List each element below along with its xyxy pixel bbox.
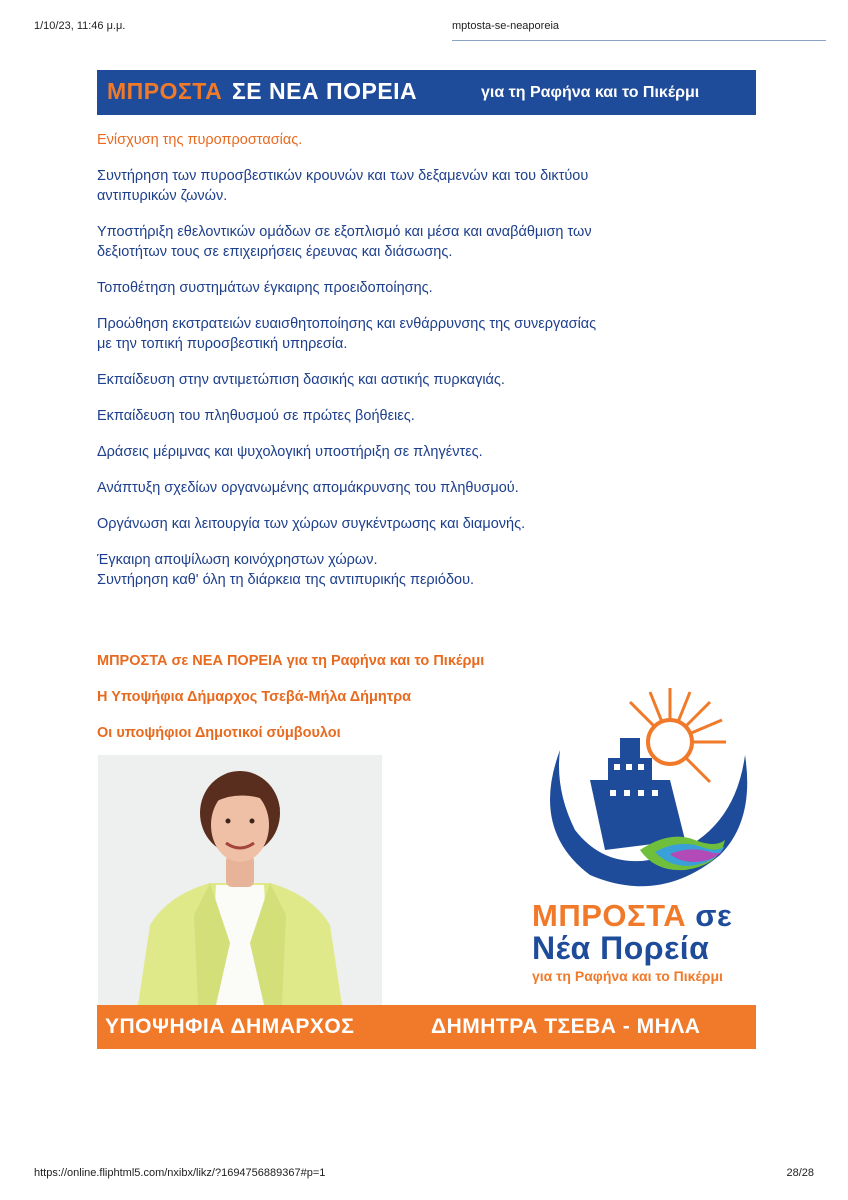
list-item-line: Εκπαίδευση στην αντιμετώπιση δασικής και αστικής πυρκαγιάς. — [97, 372, 505, 388]
print-footer — [34, 1167, 814, 1183]
list-item-line: Συντήρηση καθ' όλη τη διάρκεια της αντιπυρικής περιόδου. — [97, 572, 475, 588]
candidate-photo — [98, 755, 382, 1005]
list-item-line: δεξιοτήτων τους σε επιχειρήσεις έρευνας και διάσωσης. — [97, 244, 453, 260]
logo-text-line-2: Νέα Πορεία — [532, 930, 710, 966]
list-item-line: αντιπυρικών ζωνών. — [97, 188, 228, 204]
candidate-role: ΥΠΟΨΗΦΙΑ ΔΗΜΑΡΧΟΣ — [105, 1015, 355, 1038]
print-page-number: 28/28 — [786, 1167, 814, 1179]
list-item-line: Υποστήριξη εθελοντικών ομάδων σε εξοπλισμό και μέσα και αναβάθμιση των — [97, 224, 592, 240]
list-item-line: Δράσεις μέριμνας και ψυχολογική υποστήριξη σε πληγέντες. — [97, 444, 483, 460]
logo-text-line-1 — [532, 898, 732, 934]
logo-word-orange: ΜΠΡΟΣΤΑ — [532, 898, 687, 933]
top-banner — [97, 70, 756, 115]
closing-line-1: ΜΠΡΟΣΤΑ σε ΝΕΑ ΠΟΡΕΙΑ για τη Ραφήνα και το Πικέρμι — [97, 653, 485, 669]
closing-line-3: Οι υποψήφιοι Δημοτικοί σύμβουλοι — [97, 725, 341, 741]
candidate-banner — [97, 1005, 756, 1049]
print-date: 1/10/23, 11:46 μ.μ. — [34, 20, 126, 32]
list-item-line: Ανάπτυξη σχεδίων οργανωμένης απομάκρυνσης του πληθυσμού. — [97, 480, 519, 496]
print-header — [34, 20, 814, 40]
closing-line-2: Η Υποψήφια Δήμαρχος Τσεβά-Μήλα Δήμητρα — [97, 689, 412, 705]
banner-subtitle: για τη Ραφήνα και το Πικέρμι — [481, 84, 700, 101]
list-item-line: με την τοπική πυροσβεστική υπηρεσία. — [97, 336, 348, 352]
list-item-line: Ενίσχυση της πυροπροστασίας. — [97, 132, 303, 148]
list-item-line: Συντήρηση των πυροσβεστικών κρουνών και των δεξαμενών και του δικτύου — [97, 168, 589, 184]
banner-word-white: ΣΕ ΝΕΑ ΠΟΡΕΙΑ — [232, 78, 418, 104]
logo-word-blue: σε — [695, 898, 733, 933]
list-item-line: Οργάνωση και λειτουργία των χώρων συγκέντρωσης και διαμονής. — [97, 516, 526, 532]
measures-list — [97, 130, 737, 590]
list-item-line: Εκπαίδευση του πληθυσμού σε πρώτες βοήθειες. — [97, 408, 415, 424]
logo-text-line-3: για τη Ραφήνα και το Πικέρμι — [532, 968, 723, 984]
candidate-name: ΔΗΜΗΤΡΑ ΤΣΕΒΑ - ΜΗΛΑ — [431, 1015, 701, 1038]
header-rule — [452, 40, 826, 41]
print-url: https://online.fliphtml5.com/nxibx/likz/?1694756889367#p=1 — [34, 1167, 326, 1179]
print-doc-title: mptosta-se-neaporeia — [452, 20, 560, 32]
list-item-line: Προώθηση εκστρατειών ευαισθητοποίησης και ενθάρρυνσης της συνεργασίας — [97, 316, 597, 332]
list-item-line: Τοποθέτηση συστημάτων έγκαιρης προειδοποίησης. — [97, 280, 433, 296]
banner-word-orange: ΜΠΡΟΣΤΑ — [107, 78, 223, 104]
list-item-line: Έγκαιρη αποψίλωση κοινόχρηστων χώρων. — [97, 552, 378, 568]
